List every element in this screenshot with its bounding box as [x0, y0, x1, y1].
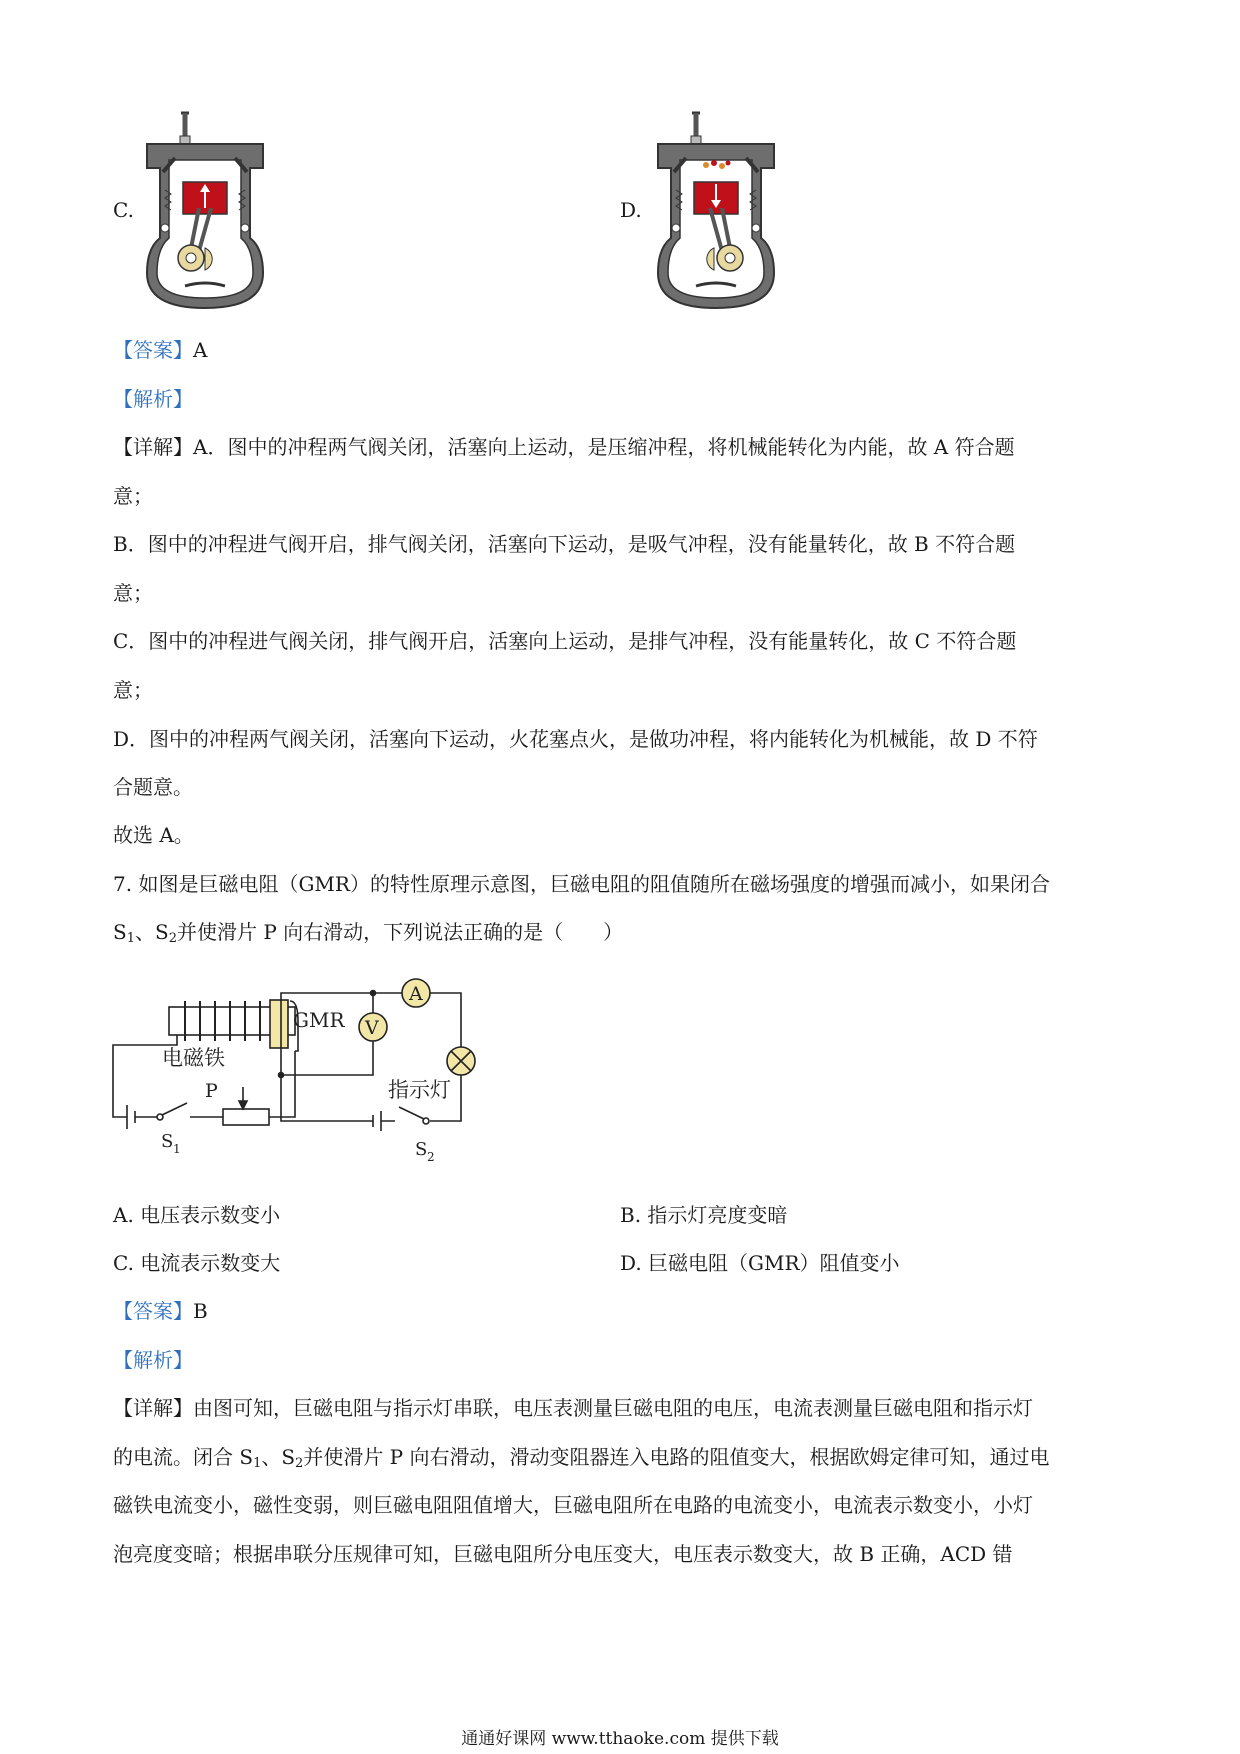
- q7-detail-tag: 【详解】: [113, 1396, 193, 1420]
- q7-option-d: D. 巨磁电阻（GMR）阻值变小: [620, 1251, 900, 1275]
- q7-option-b: B. 指示灯亮度变暗: [620, 1203, 788, 1227]
- q6-detail-line: 合题意。: [113, 775, 193, 799]
- label-s2-sub: 2: [427, 1150, 435, 1164]
- q6-answer: [113, 337, 207, 363]
- q7-answer: [113, 1298, 208, 1324]
- q7-answer-tag: 【答案】: [113, 1299, 193, 1323]
- q7-s-sub: 1: [126, 931, 135, 946]
- engine-figure-d: [656, 108, 776, 313]
- q7-s2-symbol: 、S: [134, 920, 169, 944]
- label-ammeter: A: [409, 983, 423, 1005]
- q7-s2-sub: 2: [168, 931, 177, 946]
- option-c-label: C.: [113, 198, 134, 222]
- q7-option-c: C. 电流表示数变大: [113, 1251, 281, 1275]
- label-slider-p: P: [205, 1080, 218, 1102]
- label-indicator-lamp: 指示灯: [388, 1078, 451, 1102]
- label-s1: S: [161, 1131, 174, 1152]
- label-electromagnet: 电磁铁: [162, 1046, 225, 1070]
- q7-detail-text: 、S: [261, 1445, 296, 1469]
- q6-detail-line: 意；: [113, 678, 153, 702]
- label-voltmeter: V: [365, 1017, 379, 1039]
- circuit-diagram: [105, 975, 535, 1170]
- q7-detail-text: 的电流。闭合 S: [113, 1445, 254, 1469]
- q7-stem-line2: [113, 919, 623, 952]
- q7-detail-text: 并使滑片 P 向右滑动，滑动变阻器连入电路的阻值变大，根据欧姆定律可知，通过电: [303, 1445, 1050, 1469]
- q6-detail-line: B．图中的冲程进气阀开启，排气阀关闭，活塞向下运动，是吸气冲程，没有能量转化，故 B 不符合题: [113, 532, 1016, 556]
- q6-detail-text: A．图中的冲程两气阀关闭，活塞向上运动，是压缩冲程，将机械能转化为内能，故 A 符合题: [193, 435, 1015, 459]
- label-gmr: GMR: [293, 1008, 345, 1032]
- q7-stem-rest: 并使滑片 P 向右滑动，下列说法正确的是（ ）: [176, 920, 624, 944]
- q6-detail-line: 意；: [113, 581, 153, 605]
- q7-s2-sub: 2: [295, 1456, 304, 1471]
- q6-detail-line: C．图中的冲程进气阀关闭，排气阀开启，活塞向上运动，是排气冲程，没有能量转化，故 C 不符合题: [113, 629, 1017, 653]
- q7-detail-line: [113, 1444, 1050, 1477]
- option-d-label: D.: [620, 198, 642, 222]
- q6-detail-tag: 【详解】: [113, 435, 193, 459]
- page-footer: 通通好课网 www.tthaoke.com 提供下载: [461, 1729, 779, 1749]
- q7-detail-line: 泡亮度变暗；根据串联分压规律可知，巨磁电阻所分电压变大，电压表示数变大，故 B 正确，ACD 错: [113, 1542, 1013, 1566]
- q7-s1-sub: 1: [253, 1456, 262, 1471]
- q7-answer-value: B: [193, 1299, 208, 1323]
- engine-figure-c: [145, 108, 265, 313]
- q7-option-a: A. 电压表示数变小: [113, 1203, 281, 1227]
- q7-stem-line1: 7. 如图是巨磁电阻（GMR）的特性原理示意图，巨磁电阻的阻值随所在磁场强度的增强而减小，如果闭合: [113, 872, 1050, 896]
- label-s1-sub: 1: [173, 1142, 181, 1156]
- q6-answer-value: A: [193, 338, 208, 362]
- label-s2: S: [415, 1139, 428, 1160]
- q7-detail-text: 由图可知，巨磁电阻与指示灯串联，电压表测量巨磁电阻的电压，电流表测量巨磁电阻和指示灯: [193, 1396, 1033, 1420]
- q7-detail-line: [113, 1395, 1033, 1421]
- q6-detail-line: 意；: [113, 484, 153, 508]
- q7-s-symbol: S: [113, 920, 127, 944]
- q7-detail-line: 磁铁电流变小，磁性变弱，则巨磁电阻阻值增大，巨磁电阻所在电路的电流变小，电流表示数变小，小灯: [113, 1493, 1033, 1517]
- q7-analysis-tag: 【解析】: [113, 1348, 193, 1372]
- q6-conclusion: 故选 A。: [113, 823, 194, 847]
- q6-analysis-tag: 【解析】: [113, 387, 193, 411]
- q6-detail-line: D．图中的冲程两气阀关闭，活塞向下运动，火花塞点火，是做功冲程，将内能转化为机械能，故 D 不符: [113, 727, 1038, 751]
- q6-answer-tag: 【答案】: [113, 338, 193, 362]
- q6-detail-line: [113, 434, 1015, 460]
